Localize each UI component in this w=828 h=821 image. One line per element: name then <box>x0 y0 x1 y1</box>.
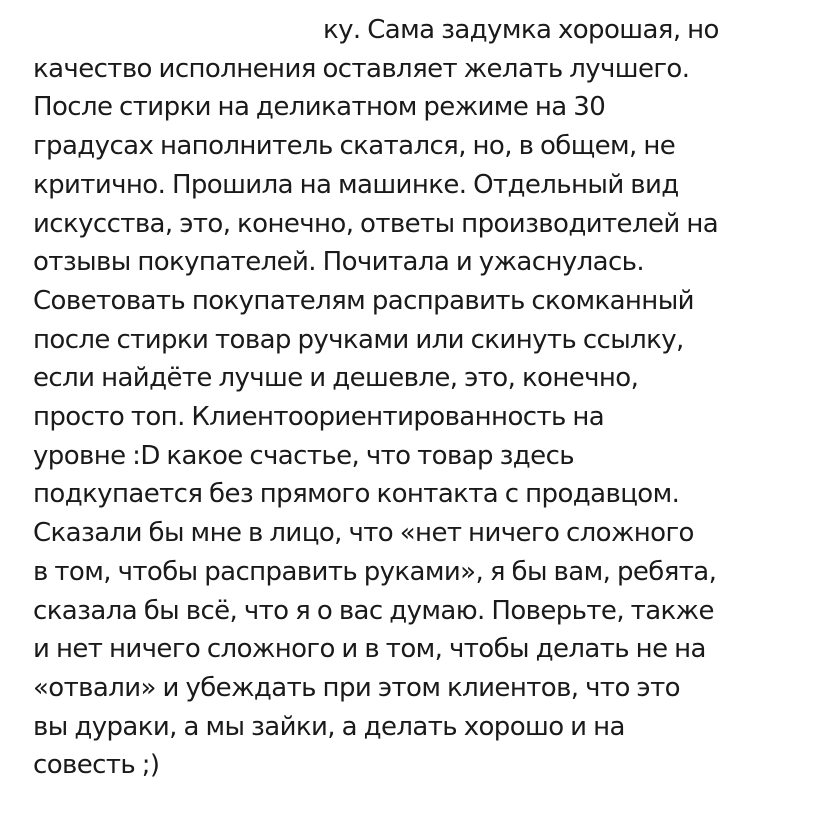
review-line-17: и нет ничего сложного и в том, чтобы делать не на <box>33 634 706 665</box>
review-line-15: в том, чтобы расправить руками», я бы вам, ребята, <box>33 556 717 587</box>
review-line-6: искусства, это, конечно, ответы производителей на <box>33 208 719 239</box>
review-line-18: «отвали» и убеждать при этом клиентов, что это <box>33 672 680 703</box>
review-line-8: Советовать покупателям расправить скомканный <box>33 285 694 316</box>
review-text <box>33 11 813 785</box>
review-line-1 <box>33 11 813 50</box>
review-line-13: подкупается без прямого контакта с продавцом. <box>33 479 680 510</box>
review-line-5: критично. Прошила на машинке. Отдельный вид <box>33 169 679 200</box>
review-line-7: отзывы покупателей. Почитала и ужаснулась. <box>33 247 645 278</box>
review-line-3: После стирки на деликатном режиме на 30 <box>33 92 606 123</box>
review-line-14: Сказали бы мне в лицо, что «нет ничего сложного <box>33 518 694 549</box>
review-line-2: качество исполнения оставляет желать лучшего. <box>33 53 690 84</box>
review-line-9: после стирки товар ручками или скинуть ссылку, <box>33 324 684 355</box>
review-line-11: просто топ. Клиентоориентированность на <box>33 402 605 433</box>
review-line-20: совесть ;) <box>33 750 160 781</box>
review-line-19: вы дураки, а мы зайки, а делать хорошо и на <box>33 711 625 742</box>
review-line-16: сказала бы всё, что я о вас думаю. Поверьте, также <box>33 595 714 626</box>
review-line-12: уровне :D какое счастье, что товар здесь <box>33 440 574 471</box>
first-line-visible-text: ку. Сама задумка хорошая, но <box>323 15 719 45</box>
review-line-4: градусах наполнитель скатался, но, в общем, не <box>33 131 676 162</box>
review-line-10: если найдёте лучше и дешевле, это, конечно, <box>33 363 639 394</box>
